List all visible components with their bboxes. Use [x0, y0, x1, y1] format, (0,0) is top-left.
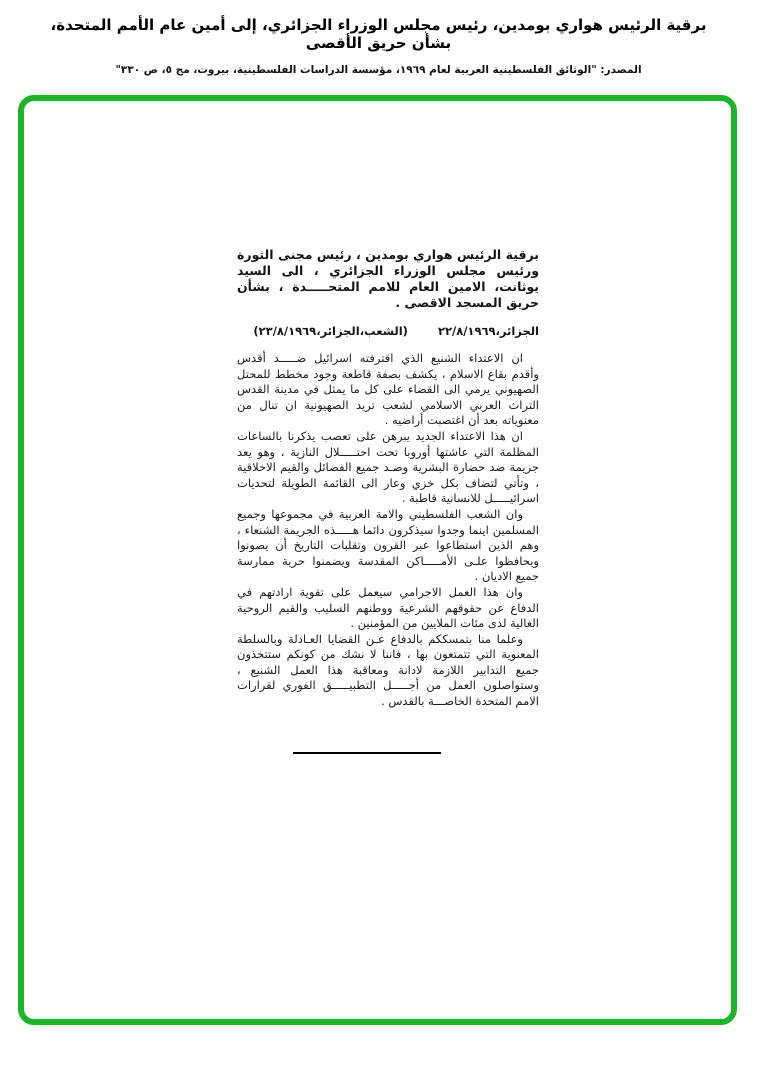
document-dateline	[237, 324, 539, 338]
page-title: برقية الرئيس هواري بومدين، رئيس مجلس الوزراء الجزائري، إلى أمين عام الأمم المتحدة، بشأن حريق الأقصى	[50, 16, 707, 52]
paragraph: وان الشعب الفلسطيني والامة العربية في مجموعها وجميع المسلمين اينما وجدوا سيذكرون دائما هـــــذه الجريمة الشنعاء ، وهم الذين استطاعوا عبر القرون وتقلبات التاريخ أن يصونوا ويحافظوا علـى الأمـــــاكن المقدسة ويضمنوا حرية ممارسة جميع الاديان .	[237, 506, 539, 584]
dateline-publication: (الشعب،الجزائر،٢٣/٨/١٩٦٩)	[253, 324, 408, 338]
document-heading: برقية الرئيس هواري بومدين ، رئيس مجنى الثورة ورئيس مجلس الوزراء الجزائري ، الى السيد يوثانت، الامين العام للامم المتحـــــدة ، بشأن حريق المسجد الاقصى .	[237, 247, 539, 310]
paragraph: ان الاعتداء الشنيع الذي اقترفته اسرائيل ضـــــد أقدس وأقدم بقاع الاسلام ، يكشف بصفة قاطعة وجود مخطط للمحتل الصهيوني يرمي الى القضاء على كل ما يمثل في مدينة القدس التراث العربي الاسلامي لشعب تريد الصهيونية ان تنال من معنوياته بعد أن اغتصبت أراضيه .	[237, 351, 539, 428]
source-citation: المصدر: "الوثائق الفلسطينية العربية لعام ١٩٦٩، مؤسسة الدراسات الفلسطينية، بيروت، مج ٥، ص ٣٣٠"	[115, 64, 642, 76]
paragraph: وعلما منا بتمسككم بالدفاع عـن القضايا العـادلة وبالسلطة المعنوية التي تتمتعون بها ، فاننا لا نشك من كونكم ستتخذون جميع التدابير اللازمة لادانة ومعاقبة هذا العمل الشنيع ، وستواصلون العمل من أجـــــل التطبيـــــق الفوري لقرارات الامم المتحدة الخاصـــة بالقدس .	[237, 631, 539, 709]
document-frame	[18, 95, 737, 1025]
dateline-place-date: الجزائر،٢٢/٨/١٩٦٩	[437, 324, 539, 338]
page-header	[0, 16, 757, 76]
document-body	[237, 351, 539, 710]
paragraph: ان هذا الاعتداء الجديد يبرهن على تعصب يذكرنا بالساعات المظلمة التي عاشتها أوروبا تحت احتـــــلال النازية ، وهو يعد جريمة ضد حضارة البشرية وضـد جميع الفضائل والقيم الاخلاقية ، وتأتي لتضاف بكل خزي وعار الى القائمة الطويلة لتحديات اسرائيـــــل للانسانية قاطبة .	[237, 428, 539, 506]
signature-rule	[293, 752, 441, 754]
paragraph: وان هذا العمل الاجرامي سيعمل على تقوية ارادتهم في الدفاع عن حقوقهم الشرعية ووطنهم السليب والقيم الروحية الغالية لدى مئات الملايين من المؤمنين .	[237, 584, 539, 631]
scanned-document	[237, 247, 539, 754]
